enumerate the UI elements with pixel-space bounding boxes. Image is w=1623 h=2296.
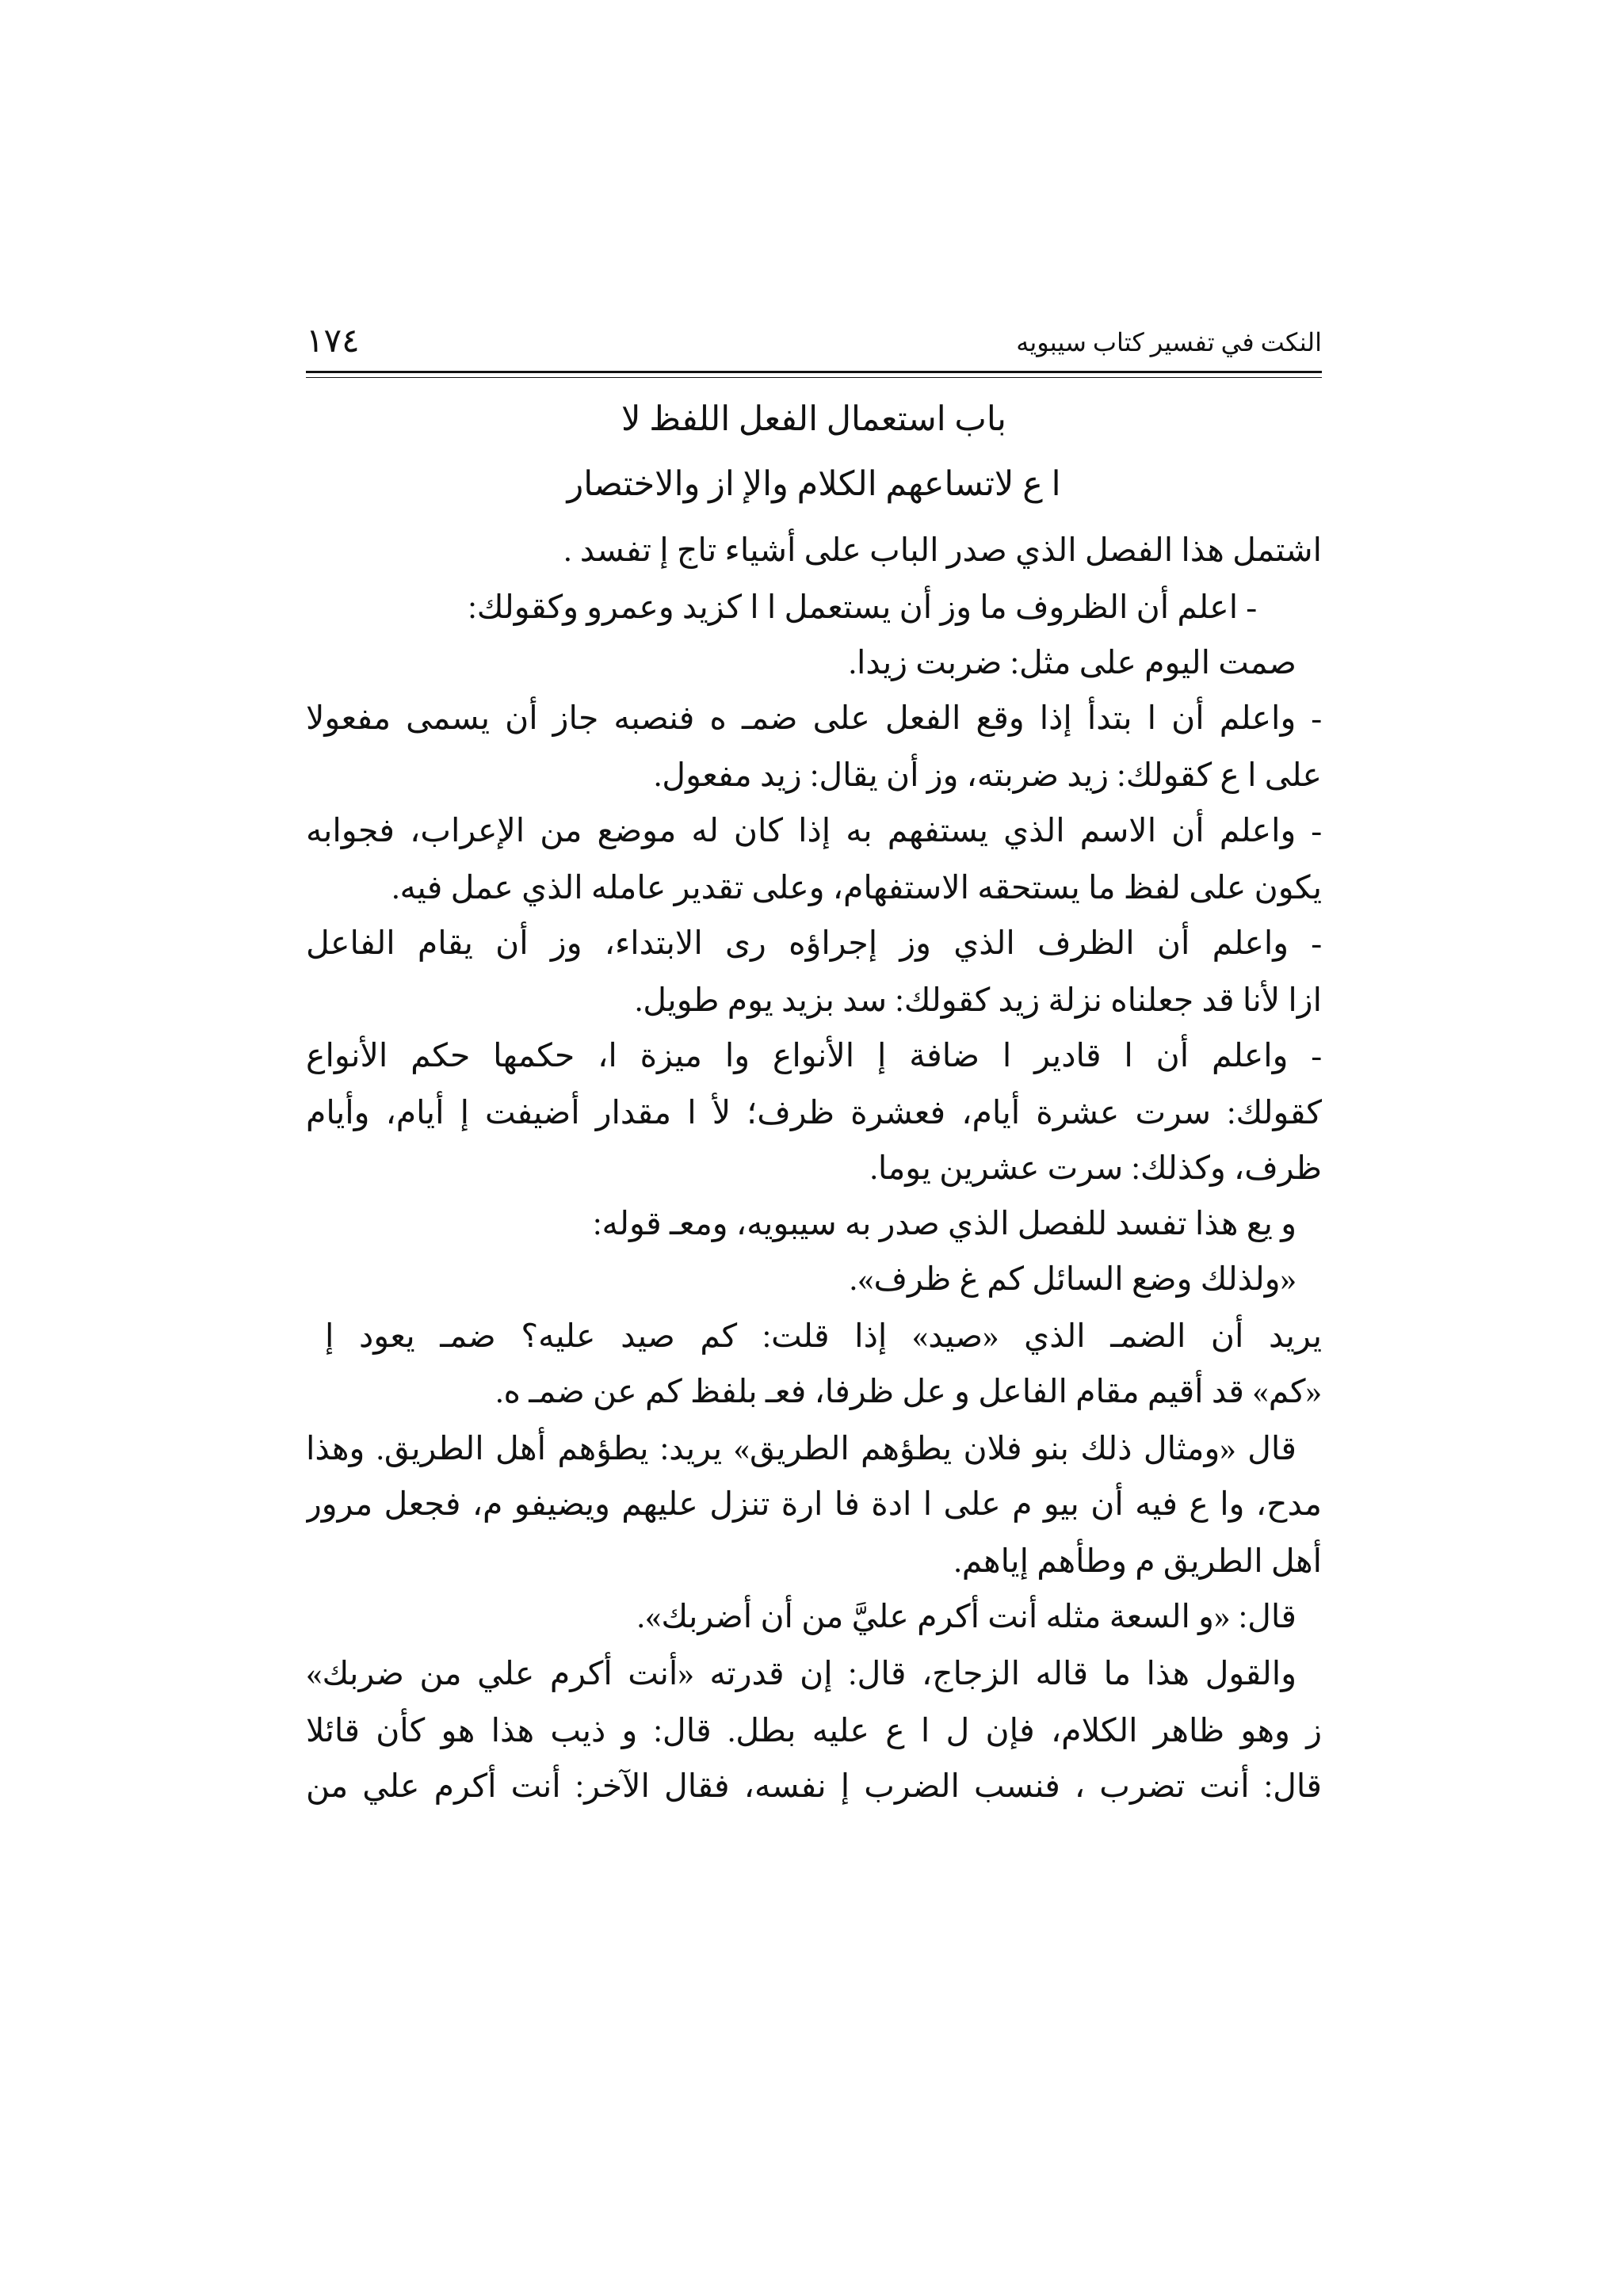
chapter-subtitle: ا ع لاتساعهم الكلام والإ از والاختصار (567, 466, 1061, 503)
text-line: والقول هذا ما قاله الزجاج، قال: إن قدرته «أنت أكرم علي من ضربك» (306, 1655, 1296, 1691)
text-line: قال: «و السعة مثله أنت أكرم عليَّ من أن أضربك». (636, 1598, 1296, 1634)
header-rule-thick (306, 371, 1322, 373)
page-number: ١٧٤ (306, 323, 360, 360)
page-header (306, 314, 1322, 369)
text-line: صمت اليوم على مثل: ضربت زيدا. (848, 644, 1296, 681)
text-line: كقولك: سرت عشرة أيام، فعشرة ظرف؛ لأ ا مقدار أضيفت إ أيام، وأيام (306, 1094, 1322, 1131)
text-line: على ا ع كقولك: زيد ضربته، وز أن يقال: زيد مفعول. (654, 757, 1322, 793)
header-rule-thin (306, 377, 1322, 378)
text-line: - اعلم أن الظروف ما وز أن يستعمل ا ا كزيد وعمرو وكقولك: (468, 589, 1257, 625)
chapter-title: باب استعمال الفعل اللفظ لا (621, 401, 1006, 438)
text-line: - واعلم أن الظرف الذي وز إجراؤه رى الابتداء، وز أن يقام الفاعل (306, 925, 1322, 961)
text-line: يريد أن الضمـ الذي «صيد» إذا قلت: كم صيد عليه؟ ضمـ يعود إ (325, 1318, 1322, 1354)
text-line: يكون على لفظ ما يستحقه الاستفهام، وعلى تقدير عامله الذي عمل فيه. (391, 869, 1322, 906)
text-line: أهل الطريق م وطأهم إياهم. (953, 1543, 1322, 1579)
running-title: النكت في تفسير كتاب سيبويه (1016, 328, 1322, 357)
text-line: و يع هذا تفسد للفصل الذي صدر به سيبويه، ومعـ قوله: (593, 1205, 1296, 1241)
text-line: ز وهو ظاهر الكلام، فإن ل ا ع عليه بطل. قال: و ذيب هذا هو كأن قائلا (306, 1712, 1322, 1749)
text-line: «ولذلك وضع السائل كم غ ظرف». (849, 1261, 1296, 1297)
text-line: - واعلم أن ا بتدأ إذا وقع الفعل على ضمـ ه فنصبه جاز أن يسمى مفعولا (306, 700, 1322, 736)
text-line: «كم» قد أقيم مقام الفاعل و عل ظرفا، فعـ بلفظ كم عن ضمـ ه. (495, 1373, 1322, 1409)
text-line: قال «ومثال ذلك بنو فلان يطؤهم الطريق» يريد: يطؤهم أهل الطريق. وهذا (306, 1430, 1296, 1466)
text-line: ظرف، وكذلك: سرت عشرين يوما. (869, 1150, 1322, 1186)
text-line: اشتمل هذا الفصل الذي صدر الباب على أشياء تاج إ تفسد . (563, 532, 1322, 568)
text-line: ازا لأنا قد جعلناه نزلة زيد كقولك: سد بزيد يوم طويل. (635, 982, 1322, 1018)
text-line: قال: أنت تضرب ، فنسب الضرب إ نفسه، فقال الآخر: أنت أكرم علي من (306, 1768, 1322, 1804)
text-line: - واعلم أن ا قادير ا ضافة إ الأنواع وا ميزة ا، حكمها حكم الأنواع (306, 1037, 1322, 1074)
text-line: - واعلم أن الاسم الذي يستفهم به إذا كان له موضع من الإعراب، فجوابه (306, 812, 1322, 849)
text-line: مدح، وا ع فيه أن بيو م على ا ادة فا ارة تنزل عليهم ويضيفو م، فجعل مرور (306, 1486, 1322, 1522)
